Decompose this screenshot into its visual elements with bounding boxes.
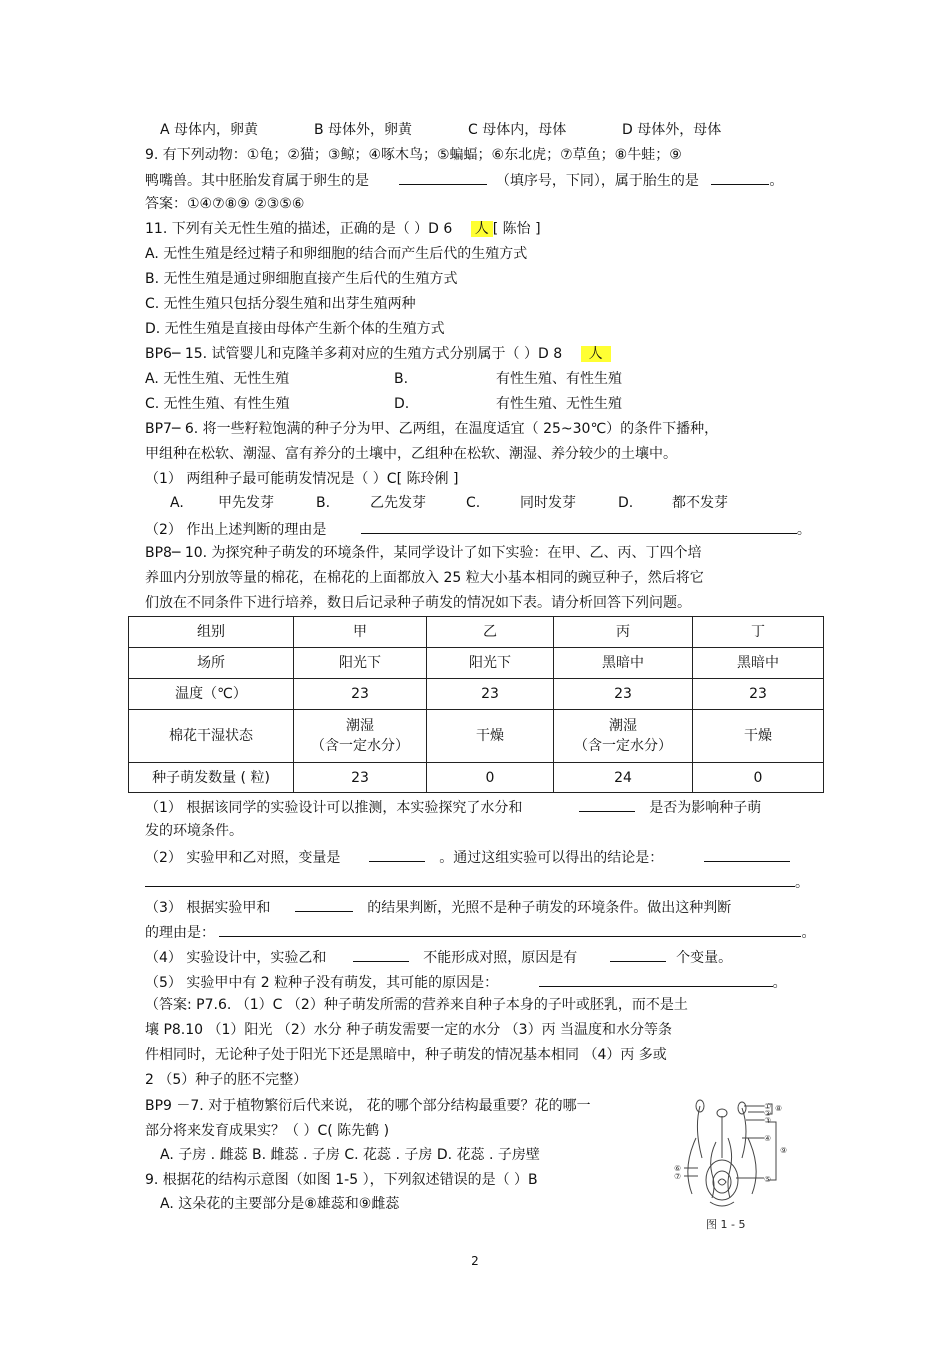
table-cell: 23 [693,679,824,710]
table-row [129,710,824,763]
bp6-option-c: C. 无性生殖、有性生殖 [145,396,290,412]
table-cell: 0 [427,763,554,793]
table-cell: 干燥 [427,710,554,763]
question-9-line1: 9. 有下列动物：①龟；②猫；③鲸；④啄木鸟；⑤蝙蝠；⑥东北虎；⑦草鱼；⑧牛蛙；⑨ [145,147,682,163]
q11-option-c: C. 无性生殖只包括分裂生殖和出芽生殖两种 [145,296,416,312]
sub-question-1-cont: 发的环境条件。 [145,823,243,839]
answer-blank[interactable] [399,170,487,185]
q11-option-a: A. 无性生殖是经过精子和卵细胞的结合而产生后代的生殖方式 [145,246,528,262]
flower-diagram [672,1098,800,1233]
question-11 [145,220,541,238]
q11-option-d: D. 无性生殖是直接由母体产生新个体的生殖方式 [145,321,445,337]
answer-blank[interactable] [539,972,773,987]
table-header: 丙 [554,617,693,648]
answer-line: 件相同时，无论种子处于阳光下还是黑暗中，种子萌发的情况基本相同 （4）丙 多或 [145,1047,667,1063]
bp7-option-d: 都不发芽 [672,495,728,511]
question-text: （填序号，下同），属于胎生的是 [495,173,699,189]
answer-blank[interactable] [711,170,769,185]
answer-line: 2 （5）种子的胚不完整） [145,1072,308,1088]
bp7-option-c-label: C. [466,495,481,511]
bp9-options: A. 子房 . 雌蕊 B. 雌蕊 . 子房 C. 花蕊 . 子房 D. 花蕊 . 子房壁 [160,1147,540,1163]
label-9: ⑨ [780,1146,788,1155]
bp9-line1: BP9 －7. 对于植物繁衍后代来说， 花的哪个部分结构最重要？花的哪一 [145,1098,591,1114]
question-9b-option-a: A. 这朵花的主要部分是⑧雄蕊和⑨雌蕊 [160,1196,400,1212]
label-4: ④ [764,1134,772,1143]
answer-blank[interactable] [295,897,353,912]
sub-question-4 [145,947,732,965]
bp6-option-d-label: D. [394,396,410,412]
question-text: 是否为影响种子萌 [649,800,762,816]
question-text: 鸭嘴兽。其中胚胎发育属于卵生的是 [145,173,369,189]
question-text: BP6─ 15. 试管婴儿和克隆羊多莉对应的生殖方式分别属于（ ）D 8 [145,346,563,362]
table-header-row [129,617,824,648]
sub-question-1 [145,797,761,815]
sub-question-5: （5） 实验甲中有 2 粒种子没有萌发，其可能的原因是： 。 [145,972,787,990]
label-3: ③ [764,1116,772,1125]
option-c: C 母体内，母体 [468,122,567,138]
bp7-option-b-label: B. [316,495,331,511]
bp7-line2: 甲组种在松软、潮湿、富有养分的土壤中，乙组种在松软、潮湿、养分较少的土壤中。 [145,446,677,462]
row-label: 温度（℃） [129,679,294,710]
bp6-option-b: 有性生殖、有性生殖 [496,371,622,387]
answer-blank[interactable] [361,519,797,534]
answer-blank[interactable] [369,847,425,862]
row-label: 场所 [129,648,294,679]
question-9-line2: 鸭嘴兽。其中胚胎发育属于卵生的是 （填序号，下同），属于胎生的是 。 [145,170,783,188]
table-row [129,648,824,679]
bp8-line2: 养皿内分别放等量的棉花，在棉花的上面都放入 25 粒大小基本相同的豌豆种子，然后将它 [145,570,704,586]
table-cell: 潮湿 （含一定水分） [554,710,693,763]
table-cell: 潮湿 （含一定水分） [294,710,427,763]
table-cell: 24 [554,763,693,793]
answer-line: 壤 P8.10 （1）阳光 （2）水分 种子萌发需要一定的水分 （3）丙 当温度和水分等条 [145,1022,673,1038]
table-cell: 23 [554,679,693,710]
table-header: 组别 [129,617,294,648]
bp7-line1: BP7─ 6. 将一些籽粒饱满的种子分为甲、乙两组，在温度适宜（ 25~30℃）的条件下播种， [145,421,719,437]
sub-question-2 [145,847,790,865]
table-row [129,679,824,710]
table-cell: 干燥 [693,710,824,763]
sub-question-3-cont: 的理由是： 。 [145,922,815,940]
option-a: A 母体内，卵黄 [160,122,259,138]
table-cell: 黑暗中 [554,648,693,679]
question-text: （2） 作出上述判断的理由是 [145,522,327,538]
table-cell: 0 [693,763,824,793]
table-header: 乙 [427,617,554,648]
bp7-sub1: （1） 两组种子最可能萌发情况是（ ）C[ 陈玲俐 ] [145,471,459,487]
answer-blank[interactable] [704,847,790,862]
answer-line: （答案: P7.6. （1）C （2）种子萌发所需的营养来自种子本身的子叶或胚乳，而不是土 [145,997,688,1013]
table-cell: 黑暗中 [693,648,824,679]
question-text: 不能形成对照，原因是有 [423,950,578,966]
label-8: ⑧ [775,1104,783,1113]
experiment-table [128,616,824,793]
answer-blank[interactable] [579,797,635,812]
table-header: 甲 [294,617,427,648]
author-tag: [ 陈怡 ] [492,221,541,237]
bp7-sub2: （2） 作出上述判断的理由是 。 [145,519,811,537]
row-label: 棉花干湿状态 [129,710,294,763]
bp7-option-b: 乙先发芽 [370,495,426,511]
option-b: B 母体外，卵黄 [314,122,413,138]
label-6: ⑥ [674,1164,682,1173]
bp6-question [145,345,611,363]
question-text: 11. 下列有关无性生殖的描述，正确的是（ ）D 6 [145,221,453,237]
table-cell: 阳光下 [294,648,427,679]
table-cell: 23 [294,679,427,710]
question-text: （5） 实验甲中有 2 粒种子没有萌发，其可能的原因是： [145,975,499,991]
table-cell: 23 [294,763,427,793]
question-text: （3） 根据实验甲和 [145,900,271,916]
table-cell: 23 [427,679,554,710]
question-text: 个变量。 [676,950,733,966]
sub-question-2-cont: 。 [145,872,809,890]
sub-question-3 [145,897,731,915]
table-row [129,763,824,793]
question-text: （2） 实验甲和乙对照，变量是 [145,850,341,866]
answer-blank[interactable] [145,872,795,887]
label-5: ⑤ [764,1175,772,1184]
table-cell: 阳光下 [427,648,554,679]
bp6-option-a: A. 无性生殖、无性生殖 [145,371,290,387]
bp7-option-c: 同时发芽 [520,495,576,511]
bp7-option-a-label: A. [170,495,184,511]
bp7-option-a: 甲先发芽 [218,495,274,511]
answer-blank[interactable] [219,922,801,937]
question-text: 。通过这组实验可以得出的结论是： [439,850,664,866]
question-text: （4） 实验设计中，实验乙和 [145,950,327,966]
question-text: （1） 根据该同学的实验设计可以推测，本实验探究了水分和 [145,800,523,816]
row-label: 种子萌发数量 ( 粒) [129,763,294,793]
page-number: 2 [471,1254,479,1268]
label-1: ① [764,1102,772,1111]
bp6-option-d: 有性生殖、无性生殖 [496,396,622,412]
bp6-option-b-label: B. [394,371,409,387]
bp8-line3: 们放在不同条件下进行培养，数日后记录种子萌发的情况如下表。请分析回答下列问题。 [145,595,691,611]
label-2: ② [764,1109,772,1118]
question-9b: 9. 根据花的结构示意图（如图 1-5 ），下列叙述错误的是（ ）B [145,1172,538,1188]
table-header: 丁 [693,617,824,648]
label-7: ⑦ [674,1172,682,1181]
question-text: 的结果判断，光照不是种子萌发的环境条件。做出这种判断 [367,900,732,916]
bp7-option-d-label: D. [618,495,634,511]
figure-caption: 图 1 - 5 [706,1218,746,1231]
option-d: D 母体外，母体 [622,122,722,138]
highlight: 人 [581,346,611,362]
highlight: 人 [471,221,493,237]
bp9-line2: 部分将来发育成果实？（ ）C( 陈先鹤 ) [145,1123,390,1139]
flower-structure-figure [672,1098,800,1233]
answer-blank[interactable] [353,947,409,962]
answer-blank[interactable] [610,947,666,962]
question-text: 的理由是： [145,925,215,941]
answer-line: 答案：①④⑦⑧⑨ ②③⑤⑥ [145,196,305,212]
bp8-line1: BP8─ 10. 为探究种子萌发的环境条件，某同学设计了如下实验：在甲、乙、丙、丁四个培 [145,545,702,561]
q11-option-b: B. 无性生殖是通过卵细胞直接产生后代的生殖方式 [145,271,458,287]
